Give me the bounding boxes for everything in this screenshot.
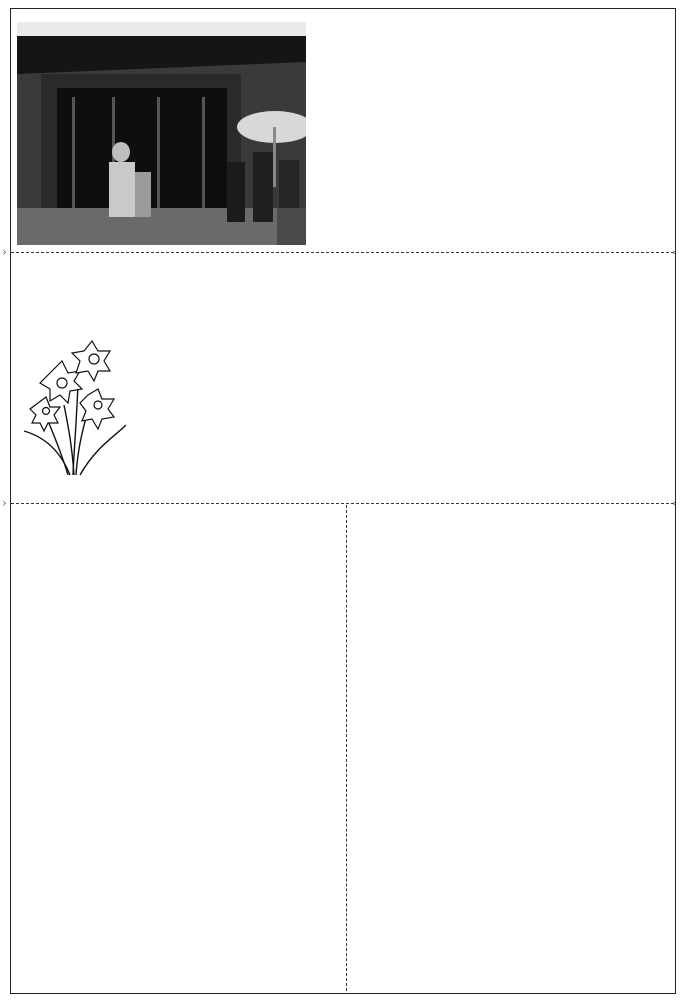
section1-text (316, 18, 668, 246)
cut-mark-right: ‹ (672, 245, 677, 259)
cut-mark-right-2: ‹ (672, 496, 677, 510)
narcissus-illustration (18, 325, 130, 481)
section3-body1-cont (20, 520, 460, 994)
article-intro (505, 520, 569, 710)
cut-mark-left-2: › (2, 496, 7, 510)
section-divider-2 (11, 503, 674, 504)
section2-text (146, 264, 668, 496)
section-divider-1 (11, 252, 674, 253)
temple-photo-illustration (17, 22, 306, 245)
cut-mark-left: › (2, 245, 7, 259)
narcissus-icon (18, 325, 130, 481)
temple-photo (17, 22, 306, 245)
